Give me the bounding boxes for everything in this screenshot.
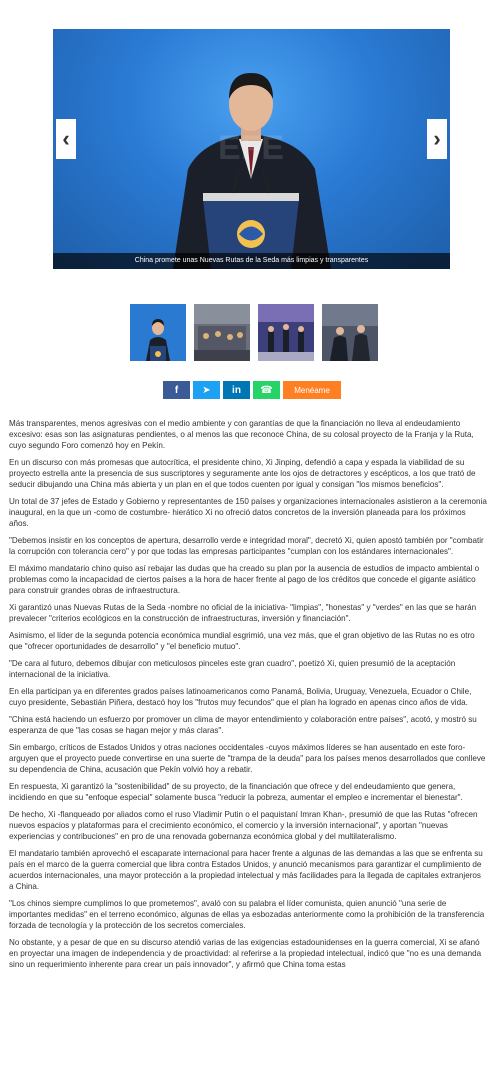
share-meneame-button[interactable]: Menéame xyxy=(283,381,341,399)
svg-text:EFE: EFE xyxy=(217,129,285,167)
article-body xyxy=(9,418,487,976)
article-paragraph: El máximo mandatario chino quiso así rebajar las dudas que ha creado su plan por la ausencia de estudios de impacto ambiental o problemas como la incapacidad de ciertos países a la hora de hacer frente al pago de los créditos que concede el gigante asiático para construir grandes obras de infraestructura. xyxy=(9,564,480,595)
article-paragraph: Un total de 37 jefes de Estado y Gobierno y representantes de 150 países y organizaciones internacionales asistieron a la ceremonia inaugural, en la que un -como de costumbre- hierático Xi no ofreció datos concretos de la inversión planeada para los próximos años. xyxy=(9,497,487,528)
article-paragraph: "China está haciendo un esfuerzo por promover un clima de mayor entendimiento y colaboración entre países", acotó, y mostró su esperanza de que "las cosas se hagan mejor y más claras". xyxy=(9,715,477,735)
article-paragraph: En ella participan ya en diferentes grados países latinoamericanos como Panamá, Bolivia, Uruguay, Venezuela, Ecuador o Chile, cuyo presidente, Sebastián Piñera, destacó hoy los "frutos muy fecundos" que el plan ha logrado en apenas cinco años de vida. xyxy=(9,687,472,707)
thumbnail-2-image xyxy=(194,304,250,361)
thumbnail-1-image xyxy=(130,304,186,361)
article-paragraph: De hecho, Xi -flanqueado por aliados como el ruso Vladimir Putin o el paquistaní Imran Khan-, presumió de que las Rutas "ofrecen nuevos espacios y plataformas para el crecimiento económico, el comercio y la inversión internacional", y aportan "nuevas experiencias y contribuciones" en pro de una renovada gobernanza económica global y del multilateralismo. xyxy=(9,810,478,841)
thumbnail-strip xyxy=(130,304,378,361)
share-linkedin-button[interactable] xyxy=(223,381,250,399)
article-paragraph: "Debemos insistir en los conceptos de apertura, desarrollo verde e integridad moral", decretó Xi, quien apostó también por "combatir la corrupción con tolerancia cero" y por que todas las empresas participantes "cumplan con los estándares internacionales". xyxy=(9,536,484,556)
prev-slide-button[interactable] xyxy=(56,119,76,159)
slide-caption: China promete unas Nuevas Rutas de la Seda más limpias y transparentes xyxy=(53,253,450,269)
article-paragraph: En un discurso con más promesas que autocrítica, el presidente chino, Xi Jinping, defendió a capa y espada la viabilidad de su proyecto estrella ante la presencia de sus suscriptores y seguramente ante los ojos de detractores y escépticos, a los que trató de seducir dibujando una China más abierta y un plan en el que todos cuenten por igual y consigan "los mismos beneficios". xyxy=(9,458,476,489)
share-bar xyxy=(163,381,341,399)
whatsapp-icon: ☎ xyxy=(260,384,273,396)
share-twitter-button[interactable] xyxy=(193,381,220,399)
share-whatsapp-button[interactable] xyxy=(253,381,280,399)
thumbnail-2[interactable] xyxy=(194,304,250,361)
chevron-right-icon: › xyxy=(433,126,441,151)
article-paragraph: Xi garantizó unas Nuevas Rutas de la Seda -nombre no oficial de la iniciativa- "limpias", "honestas" y "verdes" en las que se harán prevalecer "criterios ecológicos en la construcción de infraestructuras, inversión y financiación". xyxy=(9,603,477,623)
speaker-photo xyxy=(53,29,450,269)
article-paragraph: Más transparentes, menos agresivas con el medio ambiente y con garantías de que la financiación no lleva al endeudamiento excesivo: esas son las asignaturas pendientes, o al menos las que reconoce China, de su colosal proyecto de la Franja y la Ruta, cuyo segundo Foro comenzó hoy en Pekín. xyxy=(9,419,474,450)
twitter-icon: ➤ xyxy=(202,384,211,396)
facebook-icon: f xyxy=(174,384,179,396)
share-facebook-button[interactable] xyxy=(163,381,190,399)
thumbnail-4-image xyxy=(322,304,378,361)
article-paragraph: "Los chinos siempre cumplimos lo que prometemos", avaló con su palabra el líder comunista, quien anunció "una serie de importantes medidas" en el terreno económico, algunas de ellas ya esbozadas anteriormente como la prohibición de la transferencia forzada de tecnología y la protección de los secretos comerciales. xyxy=(9,899,485,930)
thumbnail-4[interactable] xyxy=(322,304,378,361)
thumbnail-3-image xyxy=(258,304,314,361)
article-paragraph: Sin embargo, críticos de Estados Unidos y otras naciones occidentales -cuyos máximos líderes se han ausentado en este foro- arguyen que el proyecto puede convertirse en una suerte de "trampa de la deuda" para los países menos desarrollados que conlleve su dependencia de China, acusación que Pekín volvió hoy a rebatir. xyxy=(9,743,486,774)
chevron-left-icon: ‹ xyxy=(62,126,70,151)
thumbnail-1[interactable] xyxy=(130,304,186,361)
linkedin-icon: in xyxy=(232,384,241,396)
article-paragraph: No obstante, y a pesar de que en su discurso atendió varias de las exigencias estadounidenses en la guerra comercial, Xi se afanó en proyectar una imagen de independencia y de proactividad: al referirse a la propiedad intelectual, indicó que "no es una demanda sino un requerimiento inherente para crear un país innovador", y afirmó que China toma estas xyxy=(9,938,482,969)
thumbnail-3[interactable] xyxy=(258,304,314,361)
article-paragraph: Asimismo, el líder de la segunda potencia económica mundial esgrimió, una vez más, que el gran objetivo de las Rutas no es otro que "ofrecer oportunidades de desarrollo" y "el beneficio mutuo". xyxy=(9,631,475,651)
article-paragraph: En respuesta, Xi garantizó la "sostenibilidad" de su proyecto, de la financiación que ofrece y del endeudamiento que genera, incidiendo en que su "enfoque especial" solamente busca "reducir la pobreza, aumentar el empleo e incrementar el bienestar". xyxy=(9,782,463,802)
next-slide-button[interactable] xyxy=(427,119,447,159)
article-paragraph: El mandatario también aprovechó el escaparate internacional para hacer frente a algunas de las demandas a las que se enfrenta su país en el marco de la guerra comercial que libra contra Estados Unidos, y anunció mecanismos para garantizar el cumplimiento de acuerdos internacionales, una mayor protección a la propiedad intelectual y más facilidades para la llegada de capitales extranjeros a China. xyxy=(9,849,483,891)
article-paragraph: "De cara al futuro, debemos dibujar con meticulosos pinceles este gran cuadro", poetizó Xi, quien presumió de la aceptación internacional de la iniciativa. xyxy=(9,659,456,679)
photo-slider[interactable] xyxy=(53,29,450,269)
